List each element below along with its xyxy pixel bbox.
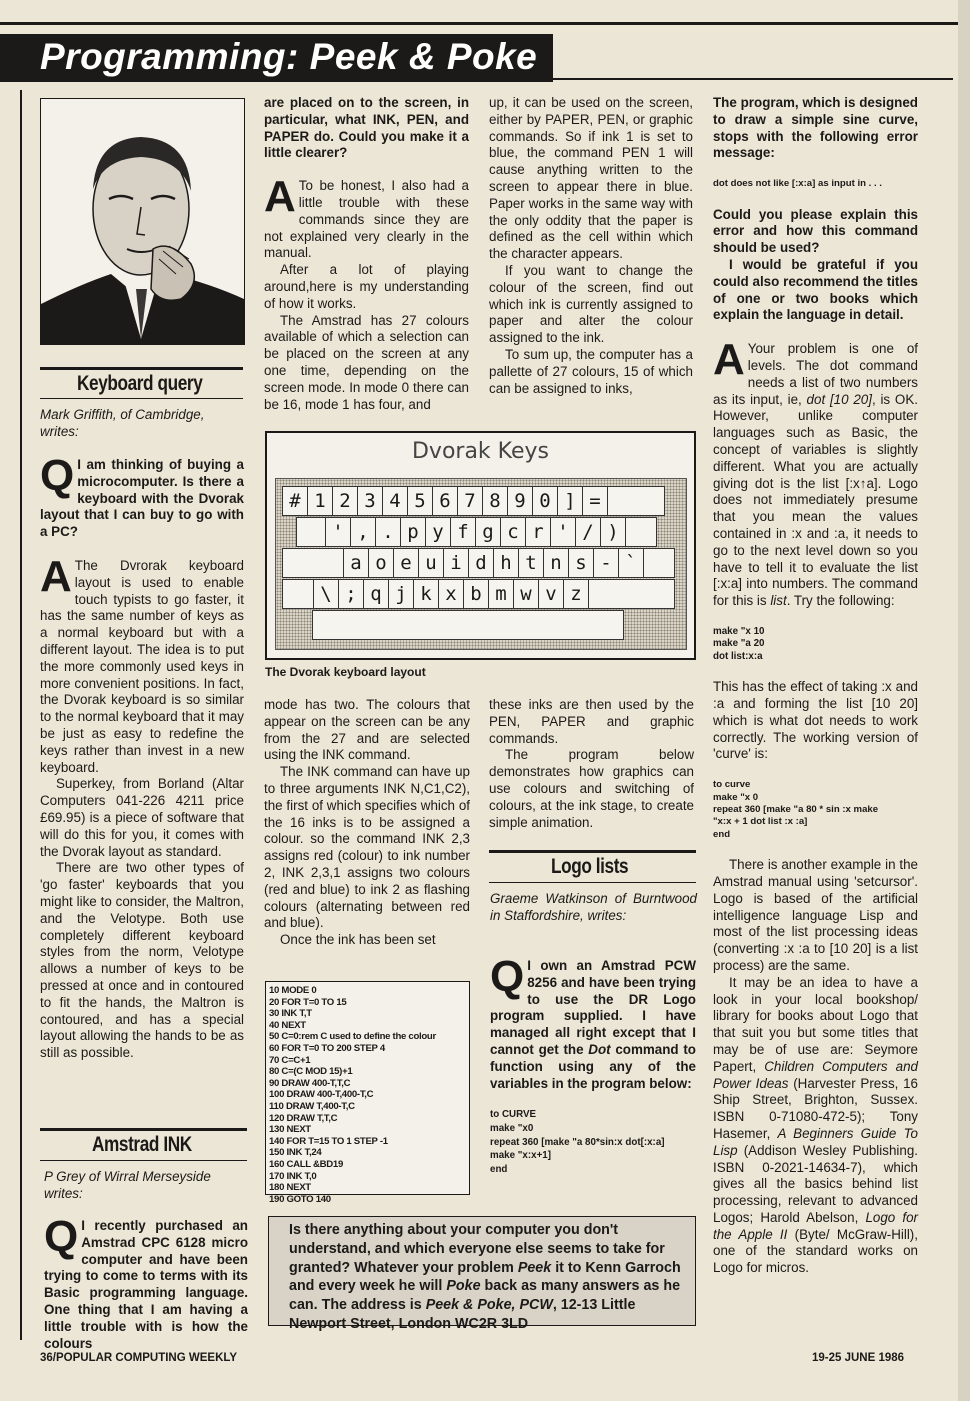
- keyboard-key: 2: [332, 486, 358, 516]
- column-1-body: [40, 451, 244, 1062]
- page-edge: [958, 0, 970, 1401]
- keyboard-key: p: [400, 517, 426, 547]
- keyboard-key: a: [343, 548, 369, 578]
- blank-key: [625, 517, 657, 547]
- keyboard-key: 9: [507, 486, 533, 516]
- author-photo: [40, 98, 245, 345]
- question-text-2: command to function using any of the variables in the program below:: [490, 1041, 696, 1091]
- keyboard-key: ,: [350, 517, 376, 547]
- paragraph: Could you please explain this error and how this command should be used?: [713, 206, 918, 256]
- logo-code-2: make "x 10 make "a 20 dot list:x:a: [713, 625, 765, 662]
- column-3-bottom: [489, 697, 694, 831]
- figure-caption: The Dvorak keyboard layout: [265, 665, 426, 679]
- blank-key: [282, 548, 344, 578]
- key-row-4: [282, 579, 674, 609]
- paragraph: Once the ink has been set: [280, 932, 436, 948]
- keyboard-key: m: [488, 579, 514, 609]
- basic-listing: [265, 981, 470, 1205]
- keyboard-key: /: [575, 517, 601, 547]
- paragraph: There are two other types of 'go faster' keyboards that you might like to consider, the Maltron, and the Velotype. Both use completely different keyboard styles from the norm, Velotype allows a number of keys to be pressed at once and in contoured to fit the hands, the Maltron is contoured, and has a special layout allowing the hands to be as still as possible.: [40, 860, 244, 1061]
- logo-code-3: to curve make "x 0 repeat 360 [make "a 80 * sin :x make "x:x + 1 dot list :x :a] end: [713, 779, 879, 840]
- column-4: [713, 95, 918, 1277]
- keyboard-key: 5: [407, 486, 433, 516]
- answer-list: list: [770, 593, 787, 609]
- paragraph-part: It may be an idea to have a look in your local bookshop/ library for books about Logo that that suit you but some titles that may be of use are: Seymore Papert,: [713, 974, 918, 1074]
- question-dot: Dot: [588, 1041, 611, 1057]
- keyboard-key: n: [543, 548, 569, 578]
- callout-part: it to Kenn Garroch and every week he will: [289, 1259, 681, 1295]
- question-text: I am thinking of buying a microcomputer. Is there a keyboard with the Dvorak layout that I can buy to go with a PC?: [40, 457, 244, 540]
- keyboard-key: b: [463, 579, 489, 609]
- keyboard-key: y: [425, 517, 451, 547]
- keyboard-key: .: [375, 517, 401, 547]
- logo-code-1: to CURVE make "x0 repeat 360 [make "a 80*sin:x dot[:x:a] make "x:x+1] end: [490, 1109, 665, 1175]
- blank-key: [643, 548, 675, 578]
- paragraph-part: (Harvester Press, 16 Ship Street, Brighton, Sussex. ISBN 0-71080-472-5); Tony Hasemer,: [713, 1075, 918, 1141]
- section-rule: [40, 1160, 247, 1161]
- keyboard-key: i: [443, 548, 469, 578]
- dropcap-q: Q: [44, 1212, 79, 1261]
- keyboard-key: u: [418, 548, 444, 578]
- paragraph: The program below demonstrates how graphics can use colours and switching of colours, at the ink stage, to create simple animation.: [489, 747, 694, 830]
- section-rule: [40, 398, 243, 399]
- keyboard-key: j: [388, 579, 414, 609]
- footer-page-info: 36/POPULAR COMPUTING WEEKLY: [40, 1352, 238, 1364]
- key-row-5: [312, 610, 623, 640]
- blank-key: [282, 579, 314, 609]
- dropcap-a: A: [40, 551, 72, 601]
- callout-part: Is there anything about your computer you don't understand, and which everyone else seems to take for granted? Whatever your problem: [289, 1222, 665, 1276]
- keyboard-key: ]: [557, 486, 583, 516]
- callout-address: Peek & Poke, PCW: [425, 1297, 553, 1314]
- keyboard-key: 7: [457, 486, 483, 516]
- paragraph: To sum up, the computer has a pallette of 27 colours, 15 of which can be assigned to inks,: [489, 346, 693, 396]
- keyboard-key: d: [468, 548, 494, 578]
- keyboard-key: ': [550, 517, 576, 547]
- book-title: Logo for the Apple II: [713, 1209, 918, 1242]
- keyboard-key: \: [313, 579, 339, 609]
- paragraph-part: (Byte/ McGraw-Hill), one of the standard works on Logo for micros.: [713, 1226, 918, 1276]
- paragraph-part: (Addison Wesley Publishing. ISBN 0-2021-14634-7), which gives all the basics behind list processing, relevant to advanced Logos; Harold Abelson,: [713, 1142, 918, 1225]
- dvorak-keyboard-figure: [265, 431, 696, 660]
- keyboard-key: ;: [338, 579, 364, 609]
- byline-logo: Graeme Watkinson of Burntwood in Staffordshire, writes:: [490, 891, 697, 923]
- column-3-top: [489, 95, 693, 397]
- footer-date: 19-25 JUNE 1986: [812, 1352, 905, 1364]
- header-rule: [553, 78, 953, 80]
- callout-part: back as many answers as he can. The address is: [289, 1278, 681, 1314]
- paragraph: The Amstrad has 27 colours available of which a selection can be placed on the screen at any one time, depending on the screen mode. In mode 0 there can be 16, mode 1 has four, and: [264, 312, 469, 412]
- column-1-ink-question: [44, 1212, 248, 1352]
- key-row-1: [282, 486, 664, 516]
- keyboard-diagram: [275, 478, 687, 650]
- key-row-3: [282, 548, 674, 578]
- section-rule: [489, 850, 696, 853]
- keyboard-key: 3: [357, 486, 383, 516]
- keyboard-key: o: [368, 548, 394, 578]
- figure-title: Dvorak Keys: [411, 439, 550, 464]
- top-rule: [0, 22, 960, 25]
- column-2-bottom: [264, 697, 470, 949]
- section-rule: [40, 1128, 247, 1131]
- answer-text: The Dvrorak keyboard layout is used to enable touch typists to go faster, it has the same number of keys as a normal keyboard but with a different layout. The idea is to put the more commonly used keys in more convenient positions. In fact, the Dvorak keyboard is so similar to the normal keyboard that it may be just as easy to redefine the keys rather than invest in a new keyboard.: [40, 557, 244, 775]
- dropcap-q: Q: [490, 952, 525, 1001]
- keyboard-key: 1: [307, 486, 333, 516]
- paragraph: The INK command can have up to three arguments INK N,C1,C2), the first of which specifies which of the 16 inks is to be assigned a colour. so the command INK 2,3 assigns red (colour) to ink number 2, INK 2,3,1 assigns two colours (red and blue) to ink 2 as flashing colours (alternating between red and blue).: [264, 764, 470, 931]
- keyboard-key: `: [618, 548, 644, 578]
- section-heading-ink: Amstrad INK: [92, 1133, 192, 1156]
- callout-text: [289, 1221, 684, 1334]
- keyboard-key: w: [513, 579, 539, 609]
- keyboard-key: =: [582, 486, 608, 516]
- callout-poke: Poke: [446, 1278, 481, 1295]
- left-margin-rule: [20, 90, 22, 1340]
- answer-text: , is OK. However, unlike computer languages such as Basic, the concept of variables is slightly different. What you are actually giving dot is the list [:x↑a]. Logo does not immediately presume that you mean the values contained in :x and :a, it needs to go to the next level down so you have to tell it to evaluate the list [:x:a] into numbers. The command for this is: [713, 391, 918, 609]
- byline-ink: P Grey of Wirral Merseyside writes:: [44, 1169, 211, 1201]
- column-3-logo-question: [490, 952, 696, 1176]
- blank-key: [312, 610, 624, 640]
- keyboard-key: f: [450, 517, 476, 547]
- keyboard-key: k: [413, 579, 439, 609]
- paragraph: Superkey, from Borland (Altar Computers 041-226 4211 price £69.95) is a piece of software that will do this for you, it comes with the Dvorak layout as standard.: [40, 776, 244, 859]
- keyboard-key: g: [475, 517, 501, 547]
- blank-key: [296, 517, 326, 547]
- keyboard-key: 8: [482, 486, 508, 516]
- byline-keyboard: Mark Griffith, of Cambridge, writes:: [40, 407, 205, 439]
- keyboard-key: ': [325, 517, 351, 547]
- paragraph: This has the effect of taking :x and :a and forming the list [10 20] which is what dot needs to work correctly. The working version of 'curve' is:: [713, 679, 918, 762]
- error-message: dot does not like [:x:a] as input in . . .: [713, 178, 882, 190]
- keyboard-key: x: [438, 579, 464, 609]
- keyboard-key: -: [593, 548, 619, 578]
- blank-key: [588, 579, 675, 609]
- book-title: A Beginners Guide To Lisp: [713, 1125, 918, 1158]
- column-2-top: [264, 95, 469, 413]
- answer-text: To be honest, I also had a little trouble with these commands since they are not explained very clearly in the manual.: [264, 178, 469, 261]
- keyboard-key: c: [500, 517, 526, 547]
- question-continued: are placed on to the screen, in particular, what INK, PEN, and PAPER do. Could you make it a little clearer?: [264, 95, 469, 161]
- keyboard-key: s: [568, 548, 594, 578]
- section-heading-keyboard: Keyboard query: [77, 372, 203, 395]
- paragraph: If you want to change the colour of the screen, find out which ink is currently assigned to paper and alter the colour assigned to the ink.: [489, 262, 693, 346]
- question-text: I own an Amstrad PCW 8256 and have been trying to use the DR Logo program supplied. I have managed all right except that I cannot get the: [490, 958, 696, 1057]
- paragraph: I would be grateful if you could also recommend the titles of one or two books which explain the language in detail.: [713, 256, 918, 323]
- keyboard-key: 0: [532, 486, 558, 516]
- answer-dot: dot [10 20]: [806, 391, 872, 407]
- portrait-illustration: [41, 99, 244, 344]
- section-heading-logo: Logo lists: [551, 855, 629, 878]
- paragraph: mode has two. The colours that appear on the screen can be any from the 27 and are selected using the INK command.: [264, 697, 470, 763]
- paragraph: After a lot of playing around,here is my understanding of how it works.: [264, 262, 469, 311]
- reader-callout-box: [268, 1216, 696, 1332]
- callout-peek: Peek: [517, 1259, 552, 1276]
- callout-part: , 12-13 Little Newport Street, London WC2R 3LD: [289, 1297, 636, 1332]
- key-row-2: [296, 517, 656, 547]
- keyboard-key: 4: [382, 486, 408, 516]
- keyboard-key: r: [525, 517, 551, 547]
- code-listing: 10 MODE 0 20 FOR T=0 TO 15 30 INK T,T 40 NEXT 50 C=0:rem C used to define the colour 60 FOR T=0 TO 200 STEP 4 70 C=C+1 80 C=(C MOD 15)+1 90 DRAW 400-T,T,C 100 DRAW 400-T,400-T,C 110 DRAW T,400-T,C 120 DRAW T,T,C 130 NEXT 140 FOR T=15 TO 1 STEP -1 150 INK T,24 160 CALL &BD19 170 INK T,0 180 NEXT 190 GOTO 140: [269, 985, 436, 1205]
- keyboard-key: h: [493, 548, 519, 578]
- answer-text: . Try the following:: [786, 593, 895, 609]
- keyboard-key: t: [518, 548, 544, 578]
- keyboard-key: 6: [432, 486, 458, 516]
- keyboard-key: #: [282, 486, 308, 516]
- keyboard-key: e: [393, 548, 419, 578]
- book-title: Children Computers and Power Ideas: [713, 1058, 918, 1091]
- section-rule: [489, 882, 696, 883]
- blank-key: [607, 486, 665, 516]
- section-rule: [40, 367, 243, 370]
- paragraph: The program, which is designed to draw a simple sine curve, stops with the following error message:: [713, 95, 918, 161]
- paragraph: up, it can be used on the screen, either by PAPER, PEN, or graphic commands. So if ink 1 is set to blue, the command PEN 1 will cause anything written to the screen to appear there in blue. Paper works in the same way with the only oddity that the paper is defined as the cell within which the character appears.: [489, 95, 693, 262]
- dropcap-a: A: [264, 172, 296, 222]
- keyboard-key: v: [538, 579, 564, 609]
- keyboard-key: z: [563, 579, 589, 609]
- question-text: I recently purchased an Amstrad CPC 6128 micro computer and have been trying to come to terms with its Basic programming language. One thing that I am having a little trouble with is how the colours: [44, 1218, 248, 1351]
- dropcap-a: A: [713, 335, 745, 385]
- paragraph: There is another example in the Amstrad manual using 'setcursor'. Logo is based of the artificial intelligence language Lisp and most of the list processing ideas (converting :x :a to [10 20] is a list process) are the same.: [713, 857, 918, 973]
- paragraph: these inks are then used by the PEN, PAPER and graphic commands.: [489, 697, 694, 746]
- page-title: Programming: Peek & Poke: [40, 36, 538, 77]
- answer-text: Your problem is one of levels. The dot command needs a list of two numbers as its input, ie,: [713, 341, 918, 407]
- keyboard-key: q: [363, 579, 389, 609]
- dropcap-q: Q: [40, 451, 75, 500]
- keyboard-key: ): [600, 517, 626, 547]
